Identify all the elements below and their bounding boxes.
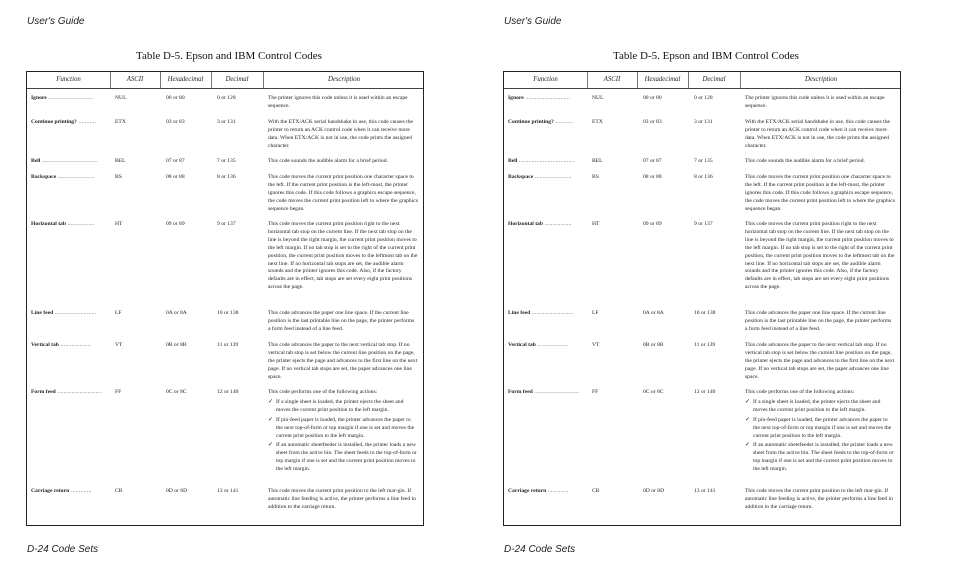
function-name: Horizontal tab	[31, 221, 66, 227]
hex-cell: 0B or 8B	[643, 342, 664, 348]
function-cell	[508, 389, 586, 397]
decimal-cell: 11 or 139	[694, 342, 716, 348]
ascii-cell: CR	[592, 488, 600, 494]
running-header: User's Guide	[504, 16, 562, 27]
check-list-item	[745, 417, 895, 441]
column-divider	[160, 72, 161, 88]
hex-cell: 0D or 8D	[643, 488, 665, 494]
function-name: Form feed	[508, 389, 533, 395]
leader-dots: .......................	[56, 174, 95, 180]
description-cell	[745, 342, 895, 382]
leader-dots: ...................................	[40, 158, 98, 164]
decimal-cell: 7 or 135	[694, 158, 713, 164]
decimal-cell: 13 or 141	[217, 488, 239, 494]
check-list-item	[745, 442, 895, 474]
ascii-cell: LF	[115, 310, 122, 316]
ascii-cell: FF	[592, 389, 599, 395]
description-text: This code advances the paper to the next vertical tab stop. If no vertical tab stop is set below the current line position on the page, the printer ejects the page and advances to the first line on the next page. If no vertical tab stops are set, the paper advances one line space.	[268, 342, 418, 380]
function-cell	[31, 119, 109, 127]
column-header-decimal: Decimal	[225, 76, 249, 83]
running-header: User's Guide	[27, 16, 85, 27]
leader-dots: ...................................	[517, 158, 575, 164]
running-footer: D-24 Code Sets	[504, 544, 576, 555]
column-header-description: Description	[804, 76, 838, 83]
check-list-text: If an automatic sheetfeeder is installed, the printer loads a new sheet from the active bin. The sheet feeds to the top-of-form or top margin if one is set and the current print position moves to the left margin.	[276, 442, 417, 473]
description-text: This code performs one of the following actions:	[745, 389, 855, 395]
column-header-decimal: Decimal	[702, 76, 726, 83]
decimal-cell: 3 or 131	[217, 119, 236, 125]
hex-cell: 0A or 8A	[166, 310, 187, 316]
ascii-cell: VT	[115, 342, 123, 348]
function-name: Line feed	[508, 310, 531, 316]
description-cell	[268, 342, 418, 382]
function-name: Continue printing?	[31, 119, 77, 125]
description-cell	[268, 488, 418, 512]
checkmark-icon: ✓	[268, 442, 274, 449]
description-text: This code moves the current print position to the left mar-gin. If automatic line feeding is active, the printer performs a line feed in addition to the carriage return.	[745, 488, 893, 510]
leader-dots: .................	[65, 221, 95, 227]
table-header	[27, 72, 423, 89]
ascii-cell: HT	[115, 221, 123, 227]
leader-dots: .............	[546, 488, 569, 494]
function-cell	[508, 342, 586, 350]
description-text: This code sounds the audible alarm for a brief period.	[268, 158, 388, 164]
hex-cell: 08 or 88	[643, 174, 662, 180]
description-text: This code sounds the audible alarm for a brief period.	[745, 158, 865, 164]
description-text: This code moves the current print position one character space to the left. If the current print position is the left-most, the printer ignores this code. If this code follows a graphics escape sequence, the code moves the current print position left to where the graphics sequence began.	[745, 174, 895, 212]
function-name: Vertical tab	[508, 342, 536, 348]
description-text: This code advances the paper to the next vertical tab stop. If no vertical tab stop is set below the current line position on the page, the printer ejects the page and advances to the first line on the next page. If no vertical tab stops are set, the paper advances one line space.	[745, 342, 895, 380]
description-cell	[268, 158, 418, 166]
function-cell	[508, 119, 586, 127]
function-cell	[31, 389, 109, 397]
hex-cell: 08 or 88	[166, 174, 185, 180]
function-cell	[31, 95, 109, 103]
function-name: Horizontal tab	[508, 221, 543, 227]
ascii-cell: ETX	[592, 119, 603, 125]
column-divider	[587, 72, 588, 88]
hex-cell: 00 or 80	[166, 95, 185, 101]
function-name: Backspace	[31, 174, 57, 180]
checkmark-icon: ✓	[745, 416, 751, 423]
ascii-cell: NUL	[592, 95, 604, 101]
column-divider	[211, 72, 212, 88]
leader-dots: ............................	[55, 389, 103, 395]
leader-dots: ...........	[553, 119, 574, 125]
column-header-hexadecimal: Hexadecimal	[167, 76, 204, 83]
function-name: Line feed	[31, 310, 54, 316]
ascii-cell: BS	[592, 174, 599, 180]
page-right	[477, 0, 954, 580]
function-name: Backspace	[508, 174, 534, 180]
description-cell	[268, 221, 418, 292]
checkmark-icon: ✓	[745, 398, 751, 405]
control-codes-table	[503, 71, 901, 526]
function-name: Vertical tab	[31, 342, 59, 348]
check-list-item	[268, 399, 418, 415]
ascii-cell: BEL	[115, 158, 126, 164]
description-cell	[268, 310, 418, 334]
hex-cell: 09 or 89	[643, 221, 662, 227]
column-divider	[740, 72, 741, 88]
description-cell	[268, 95, 418, 111]
description-text: The printer ignores this code unless it is used within an escape sequence.	[745, 95, 885, 109]
checkmark-icon: ✓	[745, 442, 751, 449]
column-divider	[263, 72, 264, 88]
table-title: Table D-5. Epson and IBM Control Codes	[613, 50, 799, 62]
decimal-cell: 12 or 140	[694, 389, 716, 395]
check-list-text: If a single sheet is loaded, the printer ejects the sheet and moves the current print position to the left margin.	[276, 398, 404, 413]
function-cell	[31, 342, 109, 350]
column-header-ascii: ASCII	[126, 76, 144, 83]
decimal-cell: 0 or 128	[217, 95, 236, 101]
hex-cell: 0D or 8D	[166, 488, 188, 494]
description-cell	[745, 389, 895, 474]
description-cell	[745, 119, 895, 151]
checkmark-icon: ✓	[268, 416, 274, 423]
function-cell	[508, 95, 586, 103]
function-cell	[508, 158, 586, 166]
function-cell	[31, 221, 109, 229]
column-divider	[637, 72, 638, 88]
function-name: Carriage return	[508, 488, 547, 494]
decimal-cell: 8 or 136	[217, 174, 236, 180]
leader-dots: ............................	[46, 95, 94, 101]
function-name: Continue printing?	[508, 119, 554, 125]
leader-dots: ...................	[535, 342, 568, 348]
leader-dots: ..........................	[530, 310, 574, 316]
decimal-cell: 11 or 139	[217, 342, 239, 348]
description-text: This code moves the current print position right to the next horizontal tab stop on the current line. If the next tab stop on the line is beyond the right margin, the current print position moves to the left margin. If no tab stop is set to the right of the current print position, the current print position moves to the leftmost tab on the next line. If no horizontal tab stops are set, the audible alarm sounds and the printer ignores this code. Also, if the factory defaults are in effect, tab stops are set every eight print positions across the page.	[745, 221, 895, 291]
leader-dots: ............................	[523, 95, 571, 101]
description-cell	[745, 174, 895, 214]
table-title: Table D-5. Epson and IBM Control Codes	[136, 50, 322, 62]
description-text: This code moves the current print position one character space to the left. If the current print position is the left-most, the printer ignores this code. If this code follows a graphics escape sequence, the code moves the current print position left to where the graphics sequence began.	[268, 174, 418, 212]
hex-cell: 03 or 83	[166, 119, 185, 125]
decimal-cell: 3 or 131	[694, 119, 713, 125]
leader-dots: ..........................	[53, 310, 97, 316]
check-list-item	[268, 417, 418, 441]
function-name: Bell	[508, 158, 518, 164]
description-text: With the ETX/ACK serial handshake in use, this code causes the printer to return an ACK control code when it can receive more data. When ETX/ACK is not in use, the code prints the assigned character.	[745, 119, 891, 149]
decimal-cell: 9 or 137	[694, 221, 713, 227]
column-header-description: Description	[327, 76, 361, 83]
decimal-cell: 10 or 138	[694, 310, 716, 316]
description-cell	[745, 221, 895, 292]
description-text: With the ETX/ACK serial handshake in use, this code causes the printer to return an ACK control code when it can receive more data. When ETX/ACK is not in use, the code prints the assigned character.	[268, 119, 414, 149]
description-cell	[268, 174, 418, 214]
function-cell	[31, 158, 109, 166]
description-cell	[745, 310, 895, 334]
hex-cell: 03 or 83	[643, 119, 662, 125]
function-cell	[508, 174, 586, 182]
hex-cell: 0C or 8C	[166, 389, 187, 395]
table-header	[504, 72, 900, 89]
ascii-cell: FF	[115, 389, 122, 395]
function-cell	[508, 221, 586, 229]
check-list-text: If pin-feed paper is loaded, the printer advances the paper to the next top-of-form or top margin if one is set and moves the current print position to the left margin.	[276, 416, 415, 439]
function-cell	[508, 310, 586, 318]
hex-cell: 07 or 87	[166, 158, 185, 164]
hex-cell: 09 or 89	[166, 221, 185, 227]
leader-dots: ...........	[76, 119, 97, 125]
decimal-cell: 9 or 137	[217, 221, 236, 227]
running-footer: D-24 Code Sets	[27, 544, 99, 555]
function-cell	[31, 174, 109, 182]
ascii-cell: VT	[592, 342, 600, 348]
description-text: The printer ignores this code unless it is used within an escape sequence.	[268, 95, 408, 109]
hex-cell: 00 or 80	[643, 95, 662, 101]
column-header-ascii: ASCII	[603, 76, 621, 83]
check-list-item	[268, 442, 418, 474]
ascii-cell: LF	[592, 310, 599, 316]
hex-cell: 0A or 8A	[643, 310, 664, 316]
description-text: This code advances the paper one line space. If the current line position is the last printable line on the page, the printer performs a form feed instead of a line feed.	[268, 310, 415, 332]
decimal-cell: 7 or 135	[217, 158, 236, 164]
column-divider	[110, 72, 111, 88]
description-cell	[745, 95, 895, 111]
function-name: Form feed	[31, 389, 56, 395]
function-cell	[31, 310, 109, 318]
decimal-cell: 10 or 138	[217, 310, 239, 316]
check-list-item	[745, 399, 895, 415]
hex-cell: 0B or 8B	[166, 342, 187, 348]
ascii-cell: ETX	[115, 119, 126, 125]
ascii-cell: CR	[115, 488, 123, 494]
hex-cell: 07 or 87	[643, 158, 662, 164]
function-name: Ignore	[508, 95, 524, 101]
decimal-cell: 12 or 140	[217, 389, 239, 395]
ascii-cell: NUL	[115, 95, 127, 101]
column-divider	[688, 72, 689, 88]
decimal-cell: 13 or 141	[694, 488, 716, 494]
ascii-cell: HT	[592, 221, 600, 227]
description-cell	[268, 389, 418, 474]
description-cell	[745, 488, 895, 512]
description-cell	[268, 119, 418, 151]
hex-cell: 0C or 8C	[643, 389, 664, 395]
leader-dots: ...................	[58, 342, 91, 348]
leader-dots: .................	[542, 221, 572, 227]
description-text: This code advances the paper one line space. If the current line position is the last printable line on the page, the printer performs a form feed instead of a line feed.	[745, 310, 892, 332]
column-header-function: Function	[56, 76, 81, 83]
function-cell	[31, 488, 109, 496]
leader-dots: ............................	[532, 389, 580, 395]
leader-dots: .......................	[533, 174, 572, 180]
function-name: Bell	[31, 158, 41, 164]
ascii-cell: BEL	[592, 158, 603, 164]
decimal-cell: 0 or 128	[694, 95, 713, 101]
function-name: Carriage return	[31, 488, 70, 494]
description-cell	[745, 158, 895, 166]
description-text: This code performs one of the following actions:	[268, 389, 378, 395]
check-list-text: If a single sheet is loaded, the printer ejects the sheet and moves the current print position to the left margin.	[753, 398, 881, 413]
check-list-text: If pin-feed paper is loaded, the printer advances the paper to the next top-of-form or top margin if one is set and moves the current print position to the left margin.	[753, 416, 892, 439]
checkmark-icon: ✓	[268, 398, 274, 405]
control-codes-table	[26, 71, 424, 526]
column-header-function: Function	[533, 76, 558, 83]
decimal-cell: 8 or 136	[694, 174, 713, 180]
ascii-cell: BS	[115, 174, 122, 180]
function-cell	[508, 488, 586, 496]
description-text: This code moves the current print position right to the next horizontal tab stop on the current line. If the next tab stop on the line is beyond the right margin, the current print position moves to the left margin. If no tab stop is set to the right of the current print position, the current print position moves to the leftmost tab on the next line. If no horizontal tab stops are set, the audible alarm sounds and the printer ignores this code. Also, if the factory defaults are in effect, tab stops are set every eight print positions across the page.	[268, 221, 418, 291]
description-text: This code moves the current print position to the left mar-gin. If automatic line feeding is active, the printer performs a line feed in addition to the carriage return.	[268, 488, 416, 510]
column-header-hexadecimal: Hexadecimal	[644, 76, 681, 83]
function-name: Ignore	[31, 95, 47, 101]
leader-dots: .............	[69, 488, 92, 494]
check-list-text: If an automatic sheetfeeder is installed, the printer loads a new sheet from the active bin. The sheet feeds to the top-of-form or top margin if one is set and the current print position moves to the left margin.	[753, 442, 894, 473]
